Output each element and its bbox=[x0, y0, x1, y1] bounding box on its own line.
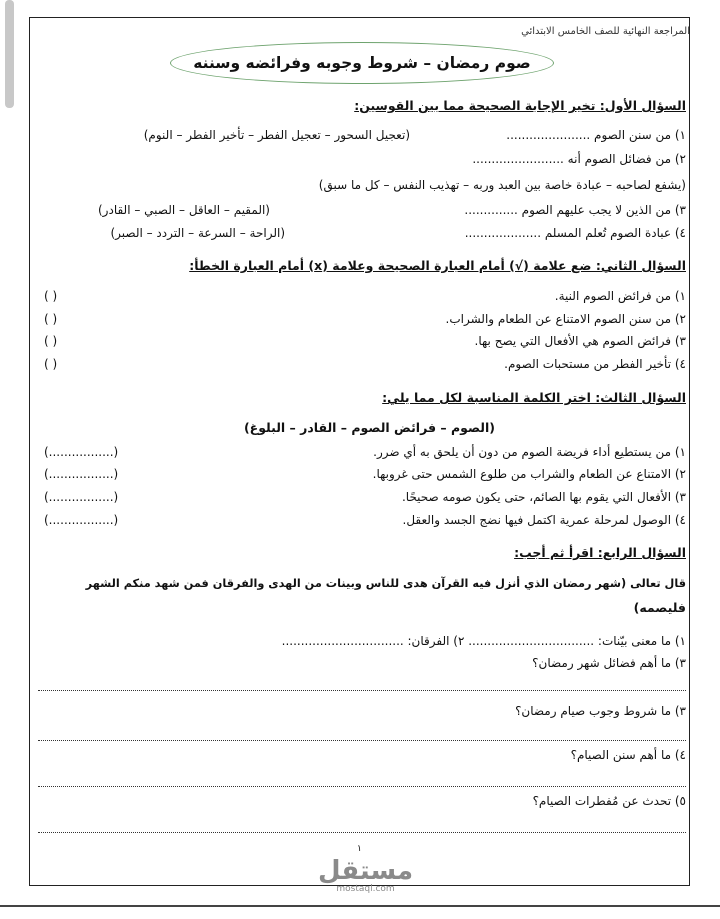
q4-verse-line-1: قال تعالى (شهر رمضان الذي أنزل فيه القرآن هدى للناس وبينات من الهدى والفرقان فمن شهد منكم الشهر bbox=[85, 577, 686, 590]
answer-line[interactable] bbox=[38, 690, 686, 691]
watermark-logo bbox=[318, 858, 413, 894]
q1-heading: السؤال الأول: تخير الإجابة الصحيحة مما بين القوسين: bbox=[354, 98, 686, 113]
page-title: صوم رمضان – شروط وجوبه وفرائضه وسننه bbox=[193, 54, 531, 72]
q4-item-4: ٤) ما أهم سنن الصيام؟ bbox=[570, 748, 686, 762]
q1-options-4: (الراحة – السرعة – التردد – الصبر) bbox=[110, 226, 285, 240]
watermark-main: مستقل bbox=[318, 856, 414, 886]
q4-verse-line-2: فليصمه) bbox=[633, 600, 686, 615]
q1-item-4: ٤) عبادة الصوم تُعلم المسلم .................... bbox=[464, 226, 686, 240]
q3-answer-2[interactable]: (.................) bbox=[44, 467, 119, 481]
q4-heading: السؤال الرابع: اقرأ ثم أجب: bbox=[514, 545, 686, 560]
q3-answer-4[interactable]: (.................) bbox=[44, 513, 119, 527]
q1-options-1: (تعجيل السحور – تعجيل الفطر – تأخير الفطر – النوم) bbox=[143, 128, 410, 142]
q3-item-1: ١) من يستطيع أداء فريضة الصوم من دون أن يلحق به أي ضرر. bbox=[373, 445, 686, 459]
q2-answer-3[interactable]: ( ) bbox=[44, 334, 58, 348]
answer-line[interactable] bbox=[38, 832, 686, 833]
bottom-divider bbox=[0, 905, 720, 907]
q2-answer-1[interactable]: ( ) bbox=[44, 289, 58, 303]
q4-item-5: ٥) تحدث عن مُفطرات الصيام؟ bbox=[532, 794, 686, 808]
q3-item-2: ٢) الامتناع عن الطعام والشراب من طلوع الشمس حتى غروبها. bbox=[372, 467, 686, 481]
q3-answer-3[interactable]: (.................) bbox=[44, 490, 119, 504]
q2-item-3: ٣) فرائض الصوم هي الأفعال التي يصح بها. bbox=[474, 334, 686, 348]
q4-item-3b: ٣) ما شروط وجوب صيام رمضان؟ bbox=[515, 704, 686, 718]
q4-item-3a: ٣) ما أهم فضائل شهر رمضان؟ bbox=[532, 656, 686, 670]
q2-item-4: ٤) تأخير الفطر من مستحبات الصوم. bbox=[504, 357, 686, 371]
title-oval bbox=[170, 42, 554, 84]
q3-item-3: ٣) الأفعال التي يقوم بها الصائم، حتى يكون صومه صحيحًا. bbox=[401, 490, 686, 504]
scrollbar[interactable] bbox=[5, 0, 14, 108]
answer-line[interactable] bbox=[38, 740, 686, 741]
q3-word-bank: (الصوم – فرائض الصوم – القادر – البلوغ) bbox=[243, 420, 495, 435]
q1-item-3: ٣) من الذين لا يجب عليهم الصوم .............. bbox=[464, 203, 686, 217]
q2-answer-2[interactable]: ( ) bbox=[44, 312, 58, 326]
q1-item-2: ٢) من فضائل الصوم أنه ........................ bbox=[472, 152, 686, 166]
q2-item-2: ٢) من سنن الصوم الامتناع عن الطعام والشراب. bbox=[445, 312, 686, 326]
q2-heading: السؤال الثاني: ضع علامة (√) أمام العبارة الصحيحة وعلامة (x) أمام العبارة الخطأ: bbox=[189, 258, 686, 273]
q3-item-4: ٤) الوصول لمرحلة عمرية اكتمل فيها نضج الجسد والعقل. bbox=[402, 513, 686, 527]
q2-answer-4[interactable]: ( ) bbox=[44, 357, 58, 371]
q1-options-2: (يشفع لصاحبه – عبادة خاصة بين العبد وربه – تهذيب النفس – كل ما سبق) bbox=[318, 178, 686, 192]
page-number: ١ bbox=[357, 844, 362, 854]
q1-item-1: ١) من سنن الصوم ...................... bbox=[506, 128, 686, 142]
answer-line[interactable] bbox=[38, 786, 686, 787]
q2-item-1: ١) من فرائض الصوم النية. bbox=[554, 289, 686, 303]
watermark-sub: mostaql.com bbox=[336, 884, 395, 894]
q3-heading: السؤال الثالث: اختر الكلمة المناسبة لكل مما يلي: bbox=[382, 390, 686, 405]
q1-options-3: (المقيم – العاقل – الصبي – القادر) bbox=[98, 203, 270, 217]
q4-meanings: ١) ما معنى بيّنات: ................................. ٢) الفرقان: ................................ bbox=[281, 634, 686, 648]
q3-answer-1[interactable]: (.................) bbox=[44, 445, 119, 459]
header-note: المراجعة النهائية للصف الخامس الابتدائي bbox=[521, 26, 690, 37]
